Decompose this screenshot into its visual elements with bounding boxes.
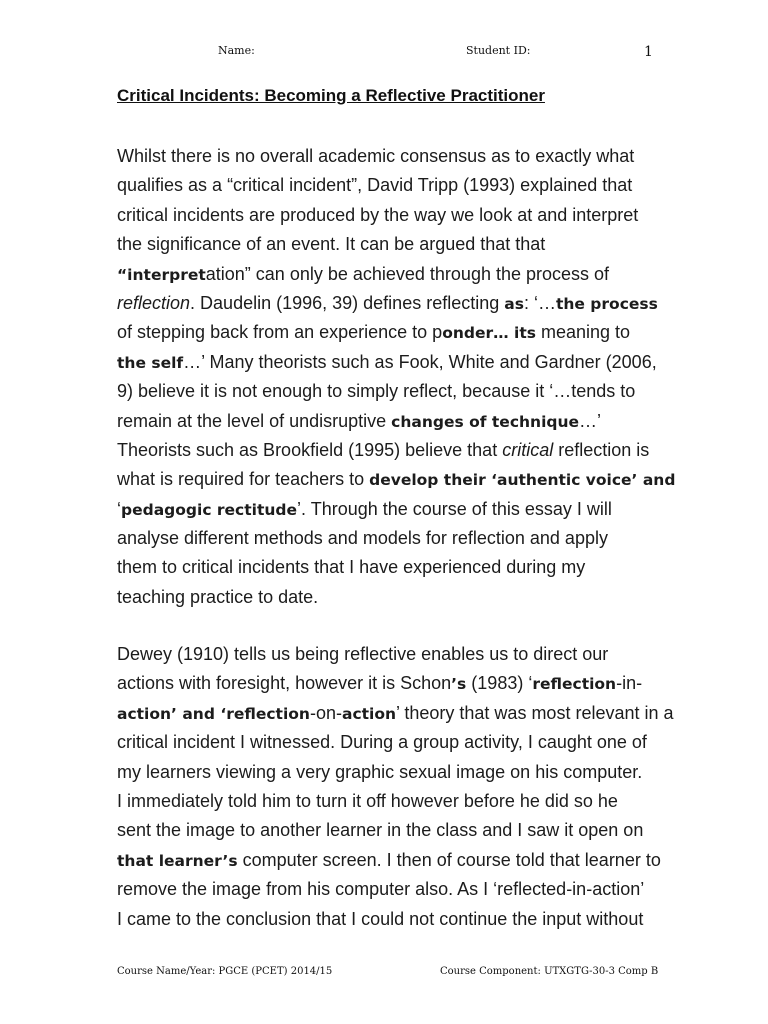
page-header [0, 42, 768, 66]
text-run: analyse different methods and models for reflection and apply [117, 528, 608, 549]
text-line [117, 728, 667, 757]
text-run: meaning to [535, 322, 631, 343]
text-run: ation” can only be achieved through the process of [205, 263, 610, 284]
text-line [117, 348, 667, 377]
text-run: “interpret [117, 265, 206, 284]
course-name: Course Name/Year: PGCE (PCET) 2014/15 [117, 966, 333, 977]
text-run: critical incidents are produced by the way we look at and interpret [117, 204, 639, 225]
text-line [117, 465, 676, 494]
text-run: of stepping back from an experience to p [117, 322, 443, 343]
course-component: Course Component: UTXGTG-30-3 Comp B [440, 966, 659, 977]
text-line [117, 260, 667, 289]
text-run: teaching practice to date. [117, 586, 319, 607]
text-run: Dewey (1910) tells us being reflective enables us to direct our [117, 644, 609, 664]
text-run: critical [502, 439, 554, 460]
text-line [117, 758, 667, 787]
text-run: 9) believe it is not enough to simply reflect, because it ‘…tends to [117, 381, 636, 402]
text-run: reflection [532, 675, 617, 694]
text-run: pedagogic rectitude [121, 500, 298, 519]
text-line [117, 787, 667, 816]
text-run: I immediately told him to turn it off however before he did so he [117, 790, 618, 811]
document-title: Critical Incidents: Becoming a Reflective Practitioner [117, 86, 545, 105]
text-run: . Daudelin (1996, 39) defines reflecting [190, 292, 505, 313]
text-run: the significance of an event. It can be argued that that [117, 234, 546, 255]
text-run: action [341, 704, 397, 723]
text-run: : ‘… [523, 292, 556, 313]
text-run: Theorists such as Brookfield (1995) believe that [117, 439, 503, 460]
text-line [117, 583, 667, 612]
text-run: action’ and ‘reflection [117, 704, 310, 723]
text-run: remain at the level of undisruptive [117, 410, 392, 431]
text-line [117, 171, 667, 200]
text-run: reflection [117, 292, 191, 313]
text-run: develop their ‘authentic voice’ and [369, 471, 676, 490]
text-line [117, 524, 667, 553]
paragraph-1 [117, 142, 676, 612]
text-line [117, 846, 667, 875]
text-line [117, 230, 667, 259]
text-run: qualifies as a “critical incident”, David Tripp (1993) explained that [117, 175, 633, 196]
text-run: onder… its [442, 324, 536, 343]
text-run: my learners viewing a very graphic sexual image on his computer. [117, 761, 643, 782]
text-run: the process [555, 294, 658, 313]
text-run: that learner’s [117, 851, 238, 870]
page-number: 1 [644, 44, 653, 60]
text-line [117, 669, 667, 698]
text-line [117, 201, 667, 230]
text-run: the self [117, 353, 184, 372]
student-id-label: Student ID: [466, 44, 531, 57]
text-run: (1983) ‘ [466, 673, 533, 694]
text-run: them to critical incidents that I have experienced during my [117, 557, 586, 578]
text-line [117, 553, 667, 582]
text-run: changes of technique [391, 412, 580, 431]
text-run: I came to the conclusion that I could not continue the input without [117, 908, 644, 929]
paragraph-2 [117, 640, 674, 934]
text-run: ’s [451, 675, 467, 694]
text-line [117, 816, 667, 845]
text-run: reflection is [553, 439, 650, 460]
text-run: actions with foresight, however it is Schon [117, 673, 452, 694]
text-line [117, 318, 667, 347]
text-line [117, 640, 667, 669]
text-line [117, 142, 667, 171]
text-run: …’ [579, 410, 602, 431]
text-line [117, 875, 667, 904]
text-run: ‘ [117, 498, 121, 519]
text-line [117, 699, 674, 728]
text-run: sent the image to another learner in the class and I saw it open on [117, 820, 644, 841]
text-run: -in- [616, 673, 643, 694]
text-run: -on- [309, 702, 342, 723]
text-line [117, 377, 667, 406]
text-line [117, 436, 667, 465]
name-label: Name: [218, 44, 255, 57]
text-run: ’ theory that was most relevant in a [396, 702, 674, 723]
text-run: computer screen. I then of course told that learner to [237, 849, 661, 870]
text-line [117, 407, 667, 436]
text-run: ’. Through the course of this essay I will [297, 498, 612, 519]
text-line [117, 495, 667, 524]
text-run: what is required for teachers to [117, 469, 370, 490]
text-run: Whilst there is no overall academic consensus as to exactly what [117, 146, 635, 166]
text-line [117, 289, 667, 318]
text-run: …’ Many theorists such as Fook, White and Gardner (2006, [183, 351, 657, 372]
text-run: remove the image from his computer also. As I ‘reflected-in-action’ [117, 879, 645, 900]
text-run: as [504, 294, 524, 313]
text-run: critical incident I witnessed. During a group activity, I caught one of [117, 732, 647, 753]
text-line [117, 905, 667, 934]
